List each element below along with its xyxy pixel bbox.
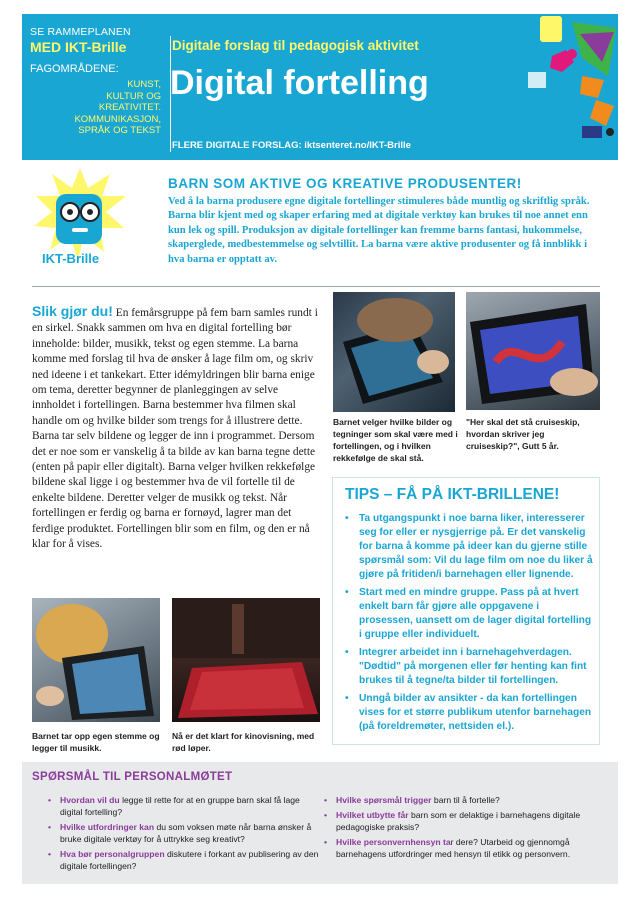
- intro-text: Ved å la barna produsere egne digitale fortellinger stimuleres både muntlig og skriftlig språk. Barna blir kjent med og skaper erfaring med at digitale verktøy kan brukes til noe annet enn kun lek og spill. Produksjon av digitale fortellinger kan fremme barns fantasi, hukommelse, skaperglede, medbestemmelse og selvtillit. La barna være aktive produsenter og få innblikk i hva barna er opptatt av.: [168, 196, 590, 265]
- area-item: KUNST,: [127, 79, 161, 90]
- area-item: SPRÅK OG TEKST: [78, 125, 161, 136]
- question-text: barn som er delaktige i barnehagens digitale pedagogiske praksis?: [336, 810, 581, 832]
- more-suggestions-link[interactable]: FLERE DIGITALE FORSLAG: iktsenteret.no/IKT-Brille: [172, 140, 411, 151]
- question-highlight: Hvilket utbytte får: [336, 810, 409, 820]
- questions-right-list: [324, 794, 604, 863]
- question-highlight: Hvordan vil du: [60, 795, 120, 805]
- header-banner: [22, 14, 618, 160]
- questions-left-list: [48, 794, 320, 875]
- how-to-lead: Slik gjør du!: [32, 303, 113, 319]
- photo-child-tablet-1: [333, 292, 455, 412]
- question-text: barn til å fortelle?: [431, 795, 500, 805]
- question-text: r dere? Utarbeid og gjennomgå barnehagens utfordringer med hensyn til etikk og personvern.: [336, 837, 571, 859]
- photo2-caption: "Her skal det stå cruiseskip, hvordan skriver jeg cruiseskip?", Gutt 5 år.: [466, 417, 580, 451]
- question-item: [324, 794, 604, 806]
- question-item: [324, 836, 604, 860]
- photo-child-tablet-1-image: [333, 292, 455, 412]
- tip-item: • Unngå bilder av ansikter - da kan fortellingen vises for et større publikum utenfor barnehagen (på foreldremøter, nettsiden el.).: [345, 692, 593, 734]
- area-item: KOMMUNIKASJON,: [74, 113, 161, 125]
- question-text: legge til rette for at en gruppe barn skal få lage digital fortelling?: [60, 795, 300, 817]
- tips-list: [345, 512, 593, 738]
- area-item: KULTUR OG: [106, 90, 161, 102]
- questions-heading: SPØRSMÅL TIL PERSONALMØTET: [32, 771, 233, 783]
- question-highlight: Hvilke utfordringer kan: [60, 822, 155, 832]
- tip-item: • Ta utgangspunkt i noe barna liker, interesserer seg for eller er nysgjerrige på. Er det vanskelig for barna å komme på ideer kan du gjerne stille spørsmål som: Vil du lage film om noe du liker å gjøre på fritiden/i barnehagen eller lignende.: [345, 512, 593, 582]
- curriculum-box: [30, 26, 165, 137]
- area-item: KREATIVITET.: [98, 102, 161, 113]
- question-text: du som voksen møte når barna ønsker å bruke digitale verktøy for å uttrykke seg kreativt?: [60, 822, 312, 844]
- tip-item: • Start med en mindre gruppe. Pass på at hvert enkelt barn får gjøre alle oppgavene i prosessen, uansett om de lager digital fortelling i gruppe eller individuelt.: [345, 586, 593, 642]
- question-highlight: Hvilke spørsmål trigger: [336, 795, 432, 805]
- page-subtitle: Digitale forslag til pedagogisk aktivitet: [172, 38, 419, 53]
- areas-label: FAGOMRÅDENE:: [30, 63, 119, 75]
- photo-red-carpet-image: [172, 598, 320, 722]
- question-item: [48, 821, 320, 845]
- page-title: Digital fortelling: [170, 64, 429, 102]
- section-divider: [32, 286, 600, 287]
- tips-heading: TIPS – FÅ PÅ IKT-BRILLENE!: [345, 486, 560, 503]
- question-highlight: Hva bør personalgruppen: [60, 849, 165, 859]
- how-to-text: [32, 304, 320, 553]
- tips-box: [332, 477, 600, 745]
- photo4-caption: Nå er det klart for kinovisning, med rød løper.: [172, 731, 315, 753]
- question-item: [48, 848, 320, 872]
- photo-child-recording-image: [32, 598, 160, 722]
- photo-red-carpet: [172, 598, 320, 722]
- plan-name: MED IKT-Brille: [30, 39, 127, 55]
- plan-label: SE RAMMEPLANEN: [30, 26, 131, 38]
- tip-item: • Integrer arbeidet inn i barnehagehverdagen. "Dødtid" på morgenen eller før henting kan fint brukes til å tegne/ta bilder til fortellingen.: [345, 646, 593, 688]
- decorative-shapes-icon: [522, 14, 618, 160]
- logo-label: IKT-Brille: [42, 251, 100, 266]
- question-item: [48, 794, 320, 818]
- staff-meeting-questions: [22, 762, 618, 884]
- photo3-caption: Barnet tar opp egen stemme og legger til musikk.: [32, 731, 160, 753]
- question-item: [324, 809, 604, 833]
- question-highlight: Hvilke personvernhensyn ta: [336, 837, 451, 847]
- intro-heading: BARN SOM AKTIVE OG KREATIVE PRODUSENTER!: [168, 176, 522, 191]
- areas-list: [30, 79, 165, 137]
- photo-child-tablet-2-image: [466, 292, 600, 410]
- photo-child-recording: [32, 598, 160, 722]
- photo-child-tablet-2: [466, 292, 600, 410]
- question-text: diskutere i forkant av publisering av den digitale fortellingen?: [60, 849, 319, 871]
- photo1-caption: Barnet velger hvilke bilder og tegninger som skal være med i fortellingen, og i hvilken rekkefølge de skal stå.: [333, 417, 458, 463]
- how-to-body: En femårsgruppe på fem barn samles rundt i en sirkel. Snakk sammen om hva en digital fortelling bør inneholde: bilder, musikk, tekst og egen stemme. La barna komme med forslag til hva de ønsker å lage film om, og skriv ned ideene i et tankekart. Etter idémyldringen blir barna enige om tema, deretter begynner de planleggingen av selve innholdet i fortellingen. Barna bestemmer hva filmen skal handle om og hvilke bilder som trengs for å illustrere dette. Barna tar selv bildene og legger de inn i programmet. Dersom det er noe som er vanskelig å ta bilde av kan barna tegne dette (enten på papir eller digitalt). Barna velger hvilken rekkefølge bildene skal ligge i og bestemmer hva de vil fortelle til de enkelte bildene. Deretter velger de musikk og tekst. Når fortellingen er ferdig og barna er fornøyd, lagrer man det ferdige produktet. Fortellingen blir som en film, og den er nå klar for å vises.: [32, 307, 318, 551]
